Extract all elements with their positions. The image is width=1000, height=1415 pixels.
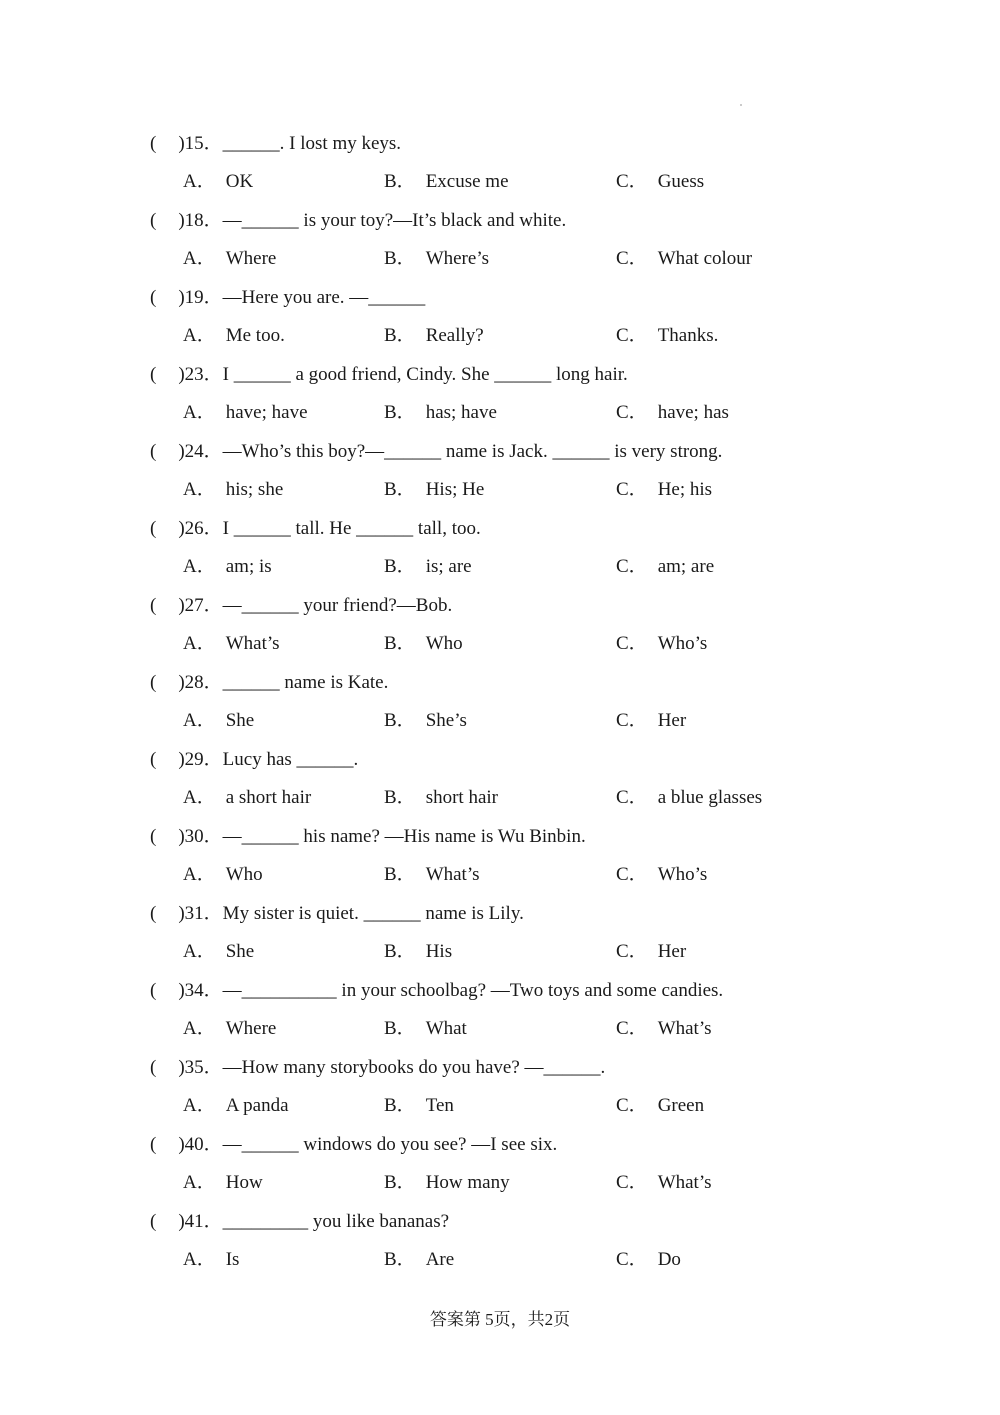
answer-blank: ( ) — [150, 672, 185, 693]
option-letter: B． — [384, 787, 416, 808]
option-c — [616, 863, 707, 887]
option-b — [384, 478, 484, 502]
option-b — [384, 555, 472, 579]
option-letter: A． — [183, 1018, 216, 1039]
option-row — [183, 786, 823, 810]
question-text: I ______ a good friend, Cindy. She ______ long hair. — [222, 364, 628, 385]
option-text: What colour — [657, 248, 753, 269]
question-text: ______. I lost my keys. — [222, 133, 402, 154]
option-letter: C． — [616, 1249, 648, 1270]
question-number: 26． — [184, 518, 223, 539]
answer-blank: ( ) — [150, 1211, 185, 1232]
option-letter: B． — [384, 1172, 416, 1193]
option-letter: A． — [183, 171, 216, 192]
option-text: Ten — [425, 1095, 454, 1116]
question-stem — [150, 748, 358, 772]
option-text: Where — [225, 248, 277, 269]
option-b — [384, 1248, 454, 1272]
question-text: —______ his name? —His name is Wu Binbin. — [222, 826, 586, 847]
question-item — [150, 744, 850, 821]
option-text: have; has — [657, 402, 729, 423]
option-letter: C． — [616, 402, 648, 423]
option-b — [384, 170, 509, 194]
option-text: What’s — [657, 1018, 712, 1039]
option-a — [183, 863, 263, 887]
option-text: What’s — [425, 864, 480, 885]
option-text: a short hair — [225, 787, 312, 808]
option-a — [183, 555, 272, 579]
question-number: 29． — [184, 749, 223, 770]
option-text: His — [425, 941, 453, 962]
option-text: Guess — [657, 171, 705, 192]
question-stem — [150, 209, 566, 233]
question-number: 19． — [184, 287, 223, 308]
question-stem — [150, 1210, 449, 1234]
option-text: am; are — [657, 556, 715, 577]
option-c — [616, 632, 707, 656]
question-text: —______ your friend?—Bob. — [222, 595, 453, 616]
answer-blank: ( ) — [150, 980, 185, 1001]
option-letter: B． — [384, 479, 416, 500]
option-letter: A． — [183, 710, 216, 731]
option-row — [183, 1248, 823, 1272]
question-item — [150, 513, 850, 590]
question-stem — [150, 517, 481, 541]
option-row — [183, 1171, 823, 1195]
option-text: She’s — [425, 710, 467, 731]
answer-blank: ( ) — [150, 595, 185, 616]
option-text: She — [225, 710, 255, 731]
option-letter: B． — [384, 171, 416, 192]
question-number: 30． — [184, 826, 223, 847]
question-stem — [150, 825, 586, 849]
option-letter: A． — [183, 1095, 216, 1116]
option-b — [384, 401, 497, 425]
option-letter: A． — [183, 1249, 216, 1270]
option-letter: A． — [183, 1172, 216, 1193]
option-letter: C． — [616, 633, 648, 654]
question-stem — [150, 440, 722, 464]
question-number: 18． — [184, 210, 223, 231]
question-item — [150, 1052, 850, 1129]
question-stem — [150, 671, 388, 695]
answer-blank: ( ) — [150, 210, 185, 231]
option-text: Green — [657, 1095, 705, 1116]
option-letter: B． — [384, 710, 416, 731]
option-row — [183, 555, 823, 579]
option-c — [616, 555, 714, 579]
option-row — [183, 324, 823, 348]
option-text: Her — [657, 941, 687, 962]
question-item — [150, 1129, 850, 1206]
option-letter: B． — [384, 633, 416, 654]
option-c — [616, 1171, 712, 1195]
option-b — [384, 247, 489, 271]
option-a — [183, 1248, 239, 1272]
option-c — [616, 1248, 681, 1272]
question-item — [150, 282, 850, 359]
answer-blank: ( ) — [150, 826, 185, 847]
option-letter: B． — [384, 1018, 416, 1039]
question-number: 31． — [184, 903, 223, 924]
question-text: —How many storybooks do you have? —______. — [222, 1057, 606, 1078]
answer-blank: ( ) — [150, 133, 185, 154]
question-text: ______ name is Kate. — [222, 672, 389, 693]
question-number: 35． — [184, 1057, 223, 1078]
option-letter: B． — [384, 1249, 416, 1270]
option-letter: C． — [616, 1018, 648, 1039]
question-item — [150, 898, 850, 975]
option-text: He; his — [657, 479, 713, 500]
question-text: My sister is quiet. ______ name is Lily. — [222, 903, 524, 924]
option-text: Thanks. — [657, 325, 719, 346]
option-a — [183, 247, 276, 271]
option-letter: B． — [384, 248, 416, 269]
stray-mark — [740, 104, 742, 106]
question-item — [150, 436, 850, 513]
option-text: is; are — [425, 556, 472, 577]
option-row — [183, 170, 823, 194]
option-b — [384, 940, 452, 964]
option-a — [183, 940, 254, 964]
option-letter: C． — [616, 248, 648, 269]
question-stem — [150, 363, 628, 387]
option-text: Who — [225, 864, 263, 885]
option-text: What — [425, 1018, 467, 1039]
option-letter: C． — [616, 556, 648, 577]
option-a — [183, 170, 253, 194]
option-text: Who — [425, 633, 463, 654]
option-text: have; have — [225, 402, 308, 423]
question-item — [150, 1206, 850, 1283]
option-letter: B． — [384, 325, 416, 346]
option-letter: A． — [183, 787, 216, 808]
option-letter: C． — [616, 1095, 648, 1116]
question-stem — [150, 902, 524, 926]
question-item — [150, 590, 850, 667]
answer-blank: ( ) — [150, 749, 185, 770]
question-item — [150, 205, 850, 282]
option-text: has; have — [425, 402, 497, 423]
option-c — [616, 247, 752, 271]
question-item — [150, 667, 850, 744]
answer-blank: ( ) — [150, 1057, 185, 1078]
option-letter: B． — [384, 941, 416, 962]
option-letter: A． — [183, 325, 216, 346]
option-c — [616, 324, 718, 348]
option-text: Where’s — [425, 248, 489, 269]
answer-blank: ( ) — [150, 903, 185, 924]
question-stem — [150, 286, 425, 310]
question-text: —__________ in your schoolbag? —Two toys and some candies. — [222, 980, 724, 1001]
option-letter: C． — [616, 325, 648, 346]
option-text: Who’s — [657, 633, 708, 654]
option-text: A panda — [225, 1095, 289, 1116]
option-c — [616, 786, 762, 810]
question-text: —Who’s this boy?—______ name is Jack. ______ is very strong. — [222, 441, 723, 462]
option-row — [183, 863, 823, 887]
option-text: Her — [657, 710, 687, 731]
question-text: Lucy has ______. — [222, 749, 359, 770]
option-letter: A． — [183, 248, 216, 269]
question-number: 27． — [184, 595, 223, 616]
option-a — [183, 401, 308, 425]
option-c — [616, 401, 729, 425]
question-item — [150, 975, 850, 1052]
question-item — [150, 128, 850, 205]
option-letter: A． — [183, 402, 216, 423]
question-stem — [150, 594, 452, 618]
option-text: How many — [425, 1172, 510, 1193]
option-b — [384, 1171, 510, 1195]
option-text: Really? — [425, 325, 484, 346]
option-a — [183, 324, 285, 348]
question-number: 28． — [184, 672, 223, 693]
option-letter: C． — [616, 941, 648, 962]
option-letter: B． — [384, 402, 416, 423]
question-text: —Here you are. —______ — [222, 287, 426, 308]
question-text: _________ you like bananas? — [222, 1211, 450, 1232]
option-a — [183, 1017, 276, 1041]
option-letter: C． — [616, 787, 648, 808]
option-letter: B． — [384, 556, 416, 577]
option-text: short hair — [425, 787, 498, 808]
option-letter: C． — [616, 171, 648, 192]
option-letter: A． — [183, 556, 216, 577]
question-list — [150, 128, 850, 1283]
option-a — [183, 709, 254, 733]
question-number: 24． — [184, 441, 223, 462]
option-letter: C． — [616, 710, 648, 731]
option-row — [183, 940, 823, 964]
option-text: am; is — [225, 556, 272, 577]
option-letter: C． — [616, 864, 648, 885]
answer-blank: ( ) — [150, 1134, 185, 1155]
question-stem — [150, 1133, 557, 1157]
answer-blank: ( ) — [150, 287, 185, 308]
option-b — [384, 1017, 467, 1041]
option-text: She — [225, 941, 255, 962]
option-c — [616, 709, 686, 733]
option-b — [384, 1094, 454, 1118]
question-number: 40． — [184, 1134, 223, 1155]
option-letter: C． — [616, 479, 648, 500]
option-letter: C． — [616, 1172, 648, 1193]
option-row — [183, 632, 823, 656]
option-text: His; He — [425, 479, 485, 500]
answer-blank: ( ) — [150, 364, 185, 385]
option-row — [183, 1017, 823, 1041]
option-text: What’s — [657, 1172, 712, 1193]
option-row — [183, 401, 823, 425]
option-letter: A． — [183, 941, 216, 962]
question-stem — [150, 1056, 605, 1080]
question-stem — [150, 132, 401, 156]
option-text: Do — [657, 1249, 681, 1270]
option-text: What’s — [225, 633, 280, 654]
option-b — [384, 863, 480, 887]
answer-blank: ( ) — [150, 518, 185, 539]
page-footer: 答案第 5页，共2页 — [429, 1310, 571, 1329]
option-c — [616, 940, 686, 964]
option-letter: A． — [183, 864, 216, 885]
option-letter: A． — [183, 633, 216, 654]
option-c — [616, 170, 704, 194]
option-text: Is — [225, 1249, 240, 1270]
option-text: Me too. — [225, 325, 285, 346]
option-a — [183, 632, 280, 656]
question-number: 34． — [184, 980, 223, 1001]
question-stem — [150, 979, 723, 1003]
question-number: 41． — [184, 1211, 223, 1232]
option-text: Are — [425, 1249, 455, 1270]
option-text: OK — [225, 171, 254, 192]
question-number: 23． — [184, 364, 223, 385]
question-text: —______ is your toy?—It’s black and white. — [222, 210, 567, 231]
option-letter: B． — [384, 864, 416, 885]
option-text: Who’s — [657, 864, 708, 885]
option-b — [384, 632, 463, 656]
option-text: his; she — [225, 479, 284, 500]
option-c — [616, 478, 712, 502]
option-text: a blue glasses — [657, 787, 763, 808]
question-text: I ______ tall. He ______ tall, too. — [222, 518, 481, 539]
option-text: Where — [225, 1018, 277, 1039]
option-row — [183, 247, 823, 271]
question-item — [150, 821, 850, 898]
question-text: —______ windows do you see? —I see six. — [222, 1134, 558, 1155]
option-text: Excuse me — [425, 171, 509, 192]
question-item — [150, 359, 850, 436]
option-text: How — [225, 1172, 263, 1193]
option-row — [183, 478, 823, 502]
option-c — [616, 1017, 712, 1041]
option-b — [384, 786, 498, 810]
option-b — [384, 709, 467, 733]
option-c — [616, 1094, 704, 1118]
option-a — [183, 478, 283, 502]
option-a — [183, 1171, 263, 1195]
option-letter: A． — [183, 479, 216, 500]
option-row — [183, 709, 823, 733]
option-letter: B． — [384, 1095, 416, 1116]
option-row — [183, 1094, 823, 1118]
option-b — [384, 324, 484, 348]
option-a — [183, 1094, 289, 1118]
question-number: 15． — [184, 133, 223, 154]
answer-blank: ( ) — [150, 441, 185, 462]
option-a — [183, 786, 311, 810]
